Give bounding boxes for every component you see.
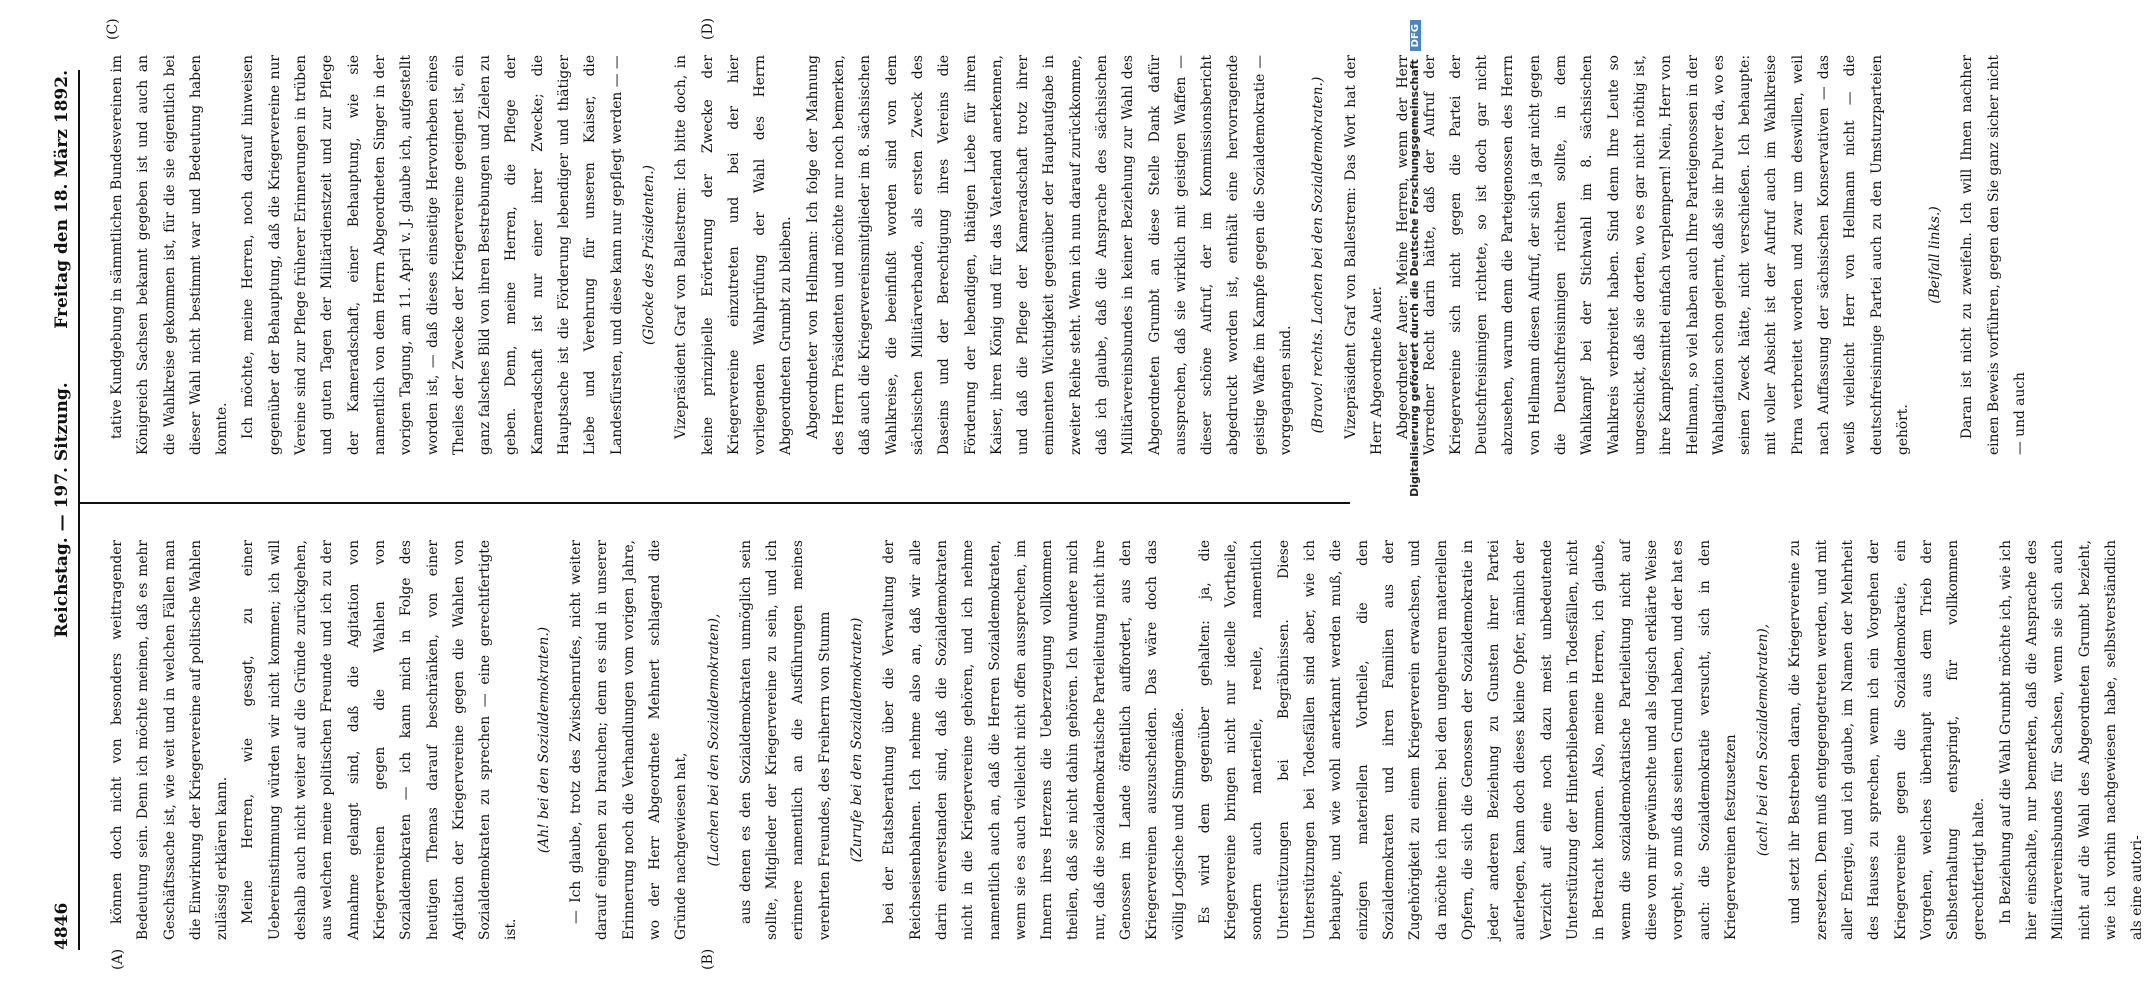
interjection: (Bravo! rechts. Lachen bei den Sozialdemokraten.) xyxy=(1310,76,1327,434)
interjection: (Glocke des Präsidenten.) xyxy=(640,164,657,346)
margin-mark-c: (C) xyxy=(105,18,121,40)
page-header xyxy=(48,70,80,950)
paragraph: — Ich glaube, trotz des Zwischenrufes, nicht weiter darauf eingehen zu brauchen; denn es sind in unserer Erinnerung noch die Verhandlungen vom vorigen Jahre, wo der Herr Abgeordnete Mehnert schlagend die Gründe nachgewiesen hat, xyxy=(568,540,690,940)
paragraph: Es wird dem gegenüber gehalten: ja, die Kriegervereine bringen nicht nur ideelle Vortheile, sondern auch materielle, reelle, namentlich Unterstützungen bei Begräbnissen. Diese Unterstützungen bei Todesfällen sind aber, wie ich behaupte, und wie wohl anerkannt werden muß, die einzigen materiellen Vortheile, die den Sozialdemokraten und ihren Familien aus der Zugehörigkeit zu einem Kriegerverein erwachsen, und da möchte ich meinen: bei den ungeheuren materiellen Opfern, die sich die Genossen der Sozialdemokratie in jeder anderen Beziehung zu Gunsten ihrer Partei auferlegen, kann doch dieses kleine Opfer, nämlich der Verzicht auf eine noch dazu meist unbedeutende Unterstützung der Hinterbliebenen in Todesfällen, nicht in Betracht kommen. Also, meine Herren, ich glaube, wenn die sozialdemokratische Parteileitung nicht auf diese von mir gewünschte und als logisch erklärte Weise vorgeht, so muß das seinen Grund haben, und der hat es auch: die Sozialdemokratie versucht, sich in den Kriegervereinen festzusetzen xyxy=(1196,540,1739,940)
paragraph: Vizepräsident Graf von Ballestrem: Das Wort hat der Herr Abgeordnete Auer. xyxy=(1342,55,1385,455)
paragraph: Meine Herren, wie gesagt, zu einer Uebereinstimmung würden wir nicht kommen; ich will deshalb auch nicht weiter auf die Gründe zurückgehen, aus welchen meine politischen Freunde und ich zu der Annahme gelangt sind, daß die Agitation von Kriegervereinen gegen die Wahlen von Sozialdemokraten — ich kann mich in Folge des heutigen Themas darauf beschränken, von einer Agitation der Kriegervereine gegen die Wahlen von Sozialdemokraten zu sprechen — eine gerechtfertigte ist. xyxy=(240,540,520,940)
paragraph: In Beziehung auf die Wahl Grumbt möchte ich, wie ich hier einschalte, nur bemerken, daß die Ansprache des Militärvereinsbundes für Sachsen, wenn sie sich auch nicht auf die Wahl des Abgeordneten Grumbt bezieht, wie ich vorhin nachgewiesen habe, selbstverständlich als eine autori- xyxy=(1997,540,2146,940)
interjection: (Ah! bei den Sozialdemokraten.) xyxy=(535,626,552,854)
margin-mark-a: (A) xyxy=(110,948,126,970)
interjection: (Beifall links.) xyxy=(1927,206,1944,304)
digitization-credit xyxy=(1408,20,1421,980)
margin-mark-d: (D) xyxy=(700,17,716,40)
paragraph: Vizepräsident Graf von Ballestrem: Ich bitte doch, in keine prinzipielle Erörterung der Zwecke der Kriegervereine einzutreten und bei der hier vorliegenden Wahlprüfung der Wahl des Herrn Abgeordneten Grumbt zu bleiben. xyxy=(673,55,795,455)
paragraph: Daran ist nicht zu zweifeln. Ich will Ihnen nachher einen Beweis vorführen, gegen den Sie ganz sicher nicht — und auch xyxy=(1959,55,2029,455)
paragraph: Abgeordneter von Hellmann: Ich folge der Mahnung des Herrn Präsidenten und möchte nur noch bemerken, daß auch die Kriegervereinsmitglieder im 8. sächsischen Wahlkreise, die beeinflußt worden sind von dem sächsischen Militärverbande, als ersten Zweck des Daseins und der Berechtigung ihres Vereins die Förderung der lebendigen, thätigen Liebe für ihren Kaiser, ihren König und für das Vaterland anerkennen, und daß die Pflege der Kameradschaft trotz ihrer eminenten Wichtigkeit gegenüber der Hauptaufgabe in zweiter Reihe steht. Wenn ich nun darauf zurückkomme, daß ich glaube, daß die Ansprache des sächsischen Militärvereinsbundes in keiner Beziehung zur Wahl des Abgeordneten Grumbt an diese Stelle Dank dafür aussprechen, daß sie wirklich mit geistigen Waffen — dieser schöne Aufruf, der im Kommissionsbericht abgedruckt worden ist, enthält eine hervorragende geistige Waffe im Kampfe gegen die Sozialdemokratie — vorgegangen sind. xyxy=(804,55,1295,455)
paragraph: können doch nicht von besonders weittragender Bedeutung sein. Denn ich möchte meinen, daß es mehr Geschäftssache ist, wie weit und in welchen Fällen man die Einwirkung der Kriegervereine auf politische Wahlen zulässig erklären kann. xyxy=(109,540,231,940)
paragraph: Ich möchte, meine Herren, noch darauf hinweisen gegenüber der Behauptung, daß die Kriegervereine nur Vereine sind zur Pflege früherer Erinnerungen in trüben und guten Tagen der Militärdienstzeit und zur Pflege der Kameradschaft, einer Behauptung, wie sie namentlich von dem Herrn Abgeordneten Singer in der vorigen Tagung, am 11. April v. J. glaube ich, aufgestellt worden ist, — daß dieses einseitige Hervorheben eines Theiles der Zwecke der Kriegervereine geeignet ist, ein ganz falsches Bild von ihren Bestrebungen und Zielen zu geben. Denn, meine Herren, die Pflege der Kameradschaft ist nur einer ihrer Zwecke; die Hauptsache ist die Förderung lebendiger und thätiger Liebe und Verehrung für unseren Kaiser, die Landesfürsten, und diese kann nur gepflegt werden — — xyxy=(240,55,625,455)
session-date: Freitag den 18. März 1892. xyxy=(52,70,72,329)
interjection: (Lachen bei den Sozialdemokraten), xyxy=(705,613,722,867)
interjection: (ach! bei den Sozialdemokraten), xyxy=(1755,623,1772,857)
paragraph: Abgeordneter Auer: Meine Herren, wenn der Herr Vorredner Recht darin hätte, daß der Aufruf der Kriegervereine sich nicht gegen die Partei der Deutschfreisinnigen richtete, so ist doch gar nicht abzusehen, warum denn die Parteigenossen des Herrn von Hellmann diesen Aufruf, der sich ja gar nicht gegen die Deutschfreisinnigen richten sollte, in dem Wahlkampf bei der Stichwahl im 8. sächsischen Wahlkreis verbreitet haben. Sind denn Ihre Leute so ungeschickt, daß sie dorten, wo es gar nicht nöthig ist, ihre Kampfesmittel einfach verplempern! Nein, Herr von Hellmann, so viel haben auch Ihre Parteigenossen in der Wahlagitation schon gelernt, daß sie ihr Pulver da, wo es seinen Zweck hätte, nicht verschießen. Ich behaupte: mit voller Absicht ist der Aufruf auch im Wahlkreise Pirna verbreitet worden und zwar um deswillen, weil nach Auffassung der sächsischen Konservativen — das weiß vielleicht Herr von Hellmann nicht — die deutschfreisinnige Partei auch zu den Umsturzparteien gehört. xyxy=(1395,54,1911,455)
left-text-column xyxy=(104,540,2146,940)
paragraph: bei der Etatsberathung über die Verwaltung der Reichseisenbahnen. Ich nehme also an, daß wir alle darin einverstanden sind, daß die Sozialdemokraten nicht in die Kriegervereine gehören, und ich nehme namentlich auch an, daß die Herren Sozialdemokraten, wenn sie es auch vielleicht nicht offen aussprechen, im Innern ihres Herzens die Ueberzeugung vollkommen theilen, daß sie nicht dahin gehören. Ich wundere mich nur, daß die sozialdemokratische Parteileitung nicht ihre Genossen im Lande öffentlich auffordert, aus den Kriegervereinen auszuscheiden. Das wäre doch das völlig Logische und Sinngemäße. xyxy=(881,540,1187,940)
paragraph: und setzt ihr Bestreben daran, die Kriegervereine zu zersetzen. Dem muß entgegengetreten werden, und mit aller Energie, und ich glaube, im Namen der Mehrheit des Hauses zu sprechen, wenn ich ein Vorgehen der Kriegervereine gegen die Sozialdemokratie, ein Vorgehen, welches überhaupt aus dem Trieb der Selbsterhaltung entspringt, für vollkommen gerechtfertigt halte. xyxy=(1787,540,1988,940)
dfg-logo: DFG xyxy=(1410,20,1421,51)
column-divider xyxy=(80,502,1350,504)
session-title: Reichstag. — 197. Sitzung. xyxy=(52,382,72,638)
margin-mark-b: (B) xyxy=(700,948,716,970)
paragraph: aus denen es den Sozialdemokraten unmöglich sein sollte, Mitglieder der Kriegervereine zu sein, und ich erinnere namentlich an die Ausführungen meines verehrten Freundes, des Freiherrn von Stumm xyxy=(737,540,833,940)
paragraph: tative Kundgebung in sämmtlichen Bundesvereinen im Königreich Sachsen bekannt gegeben ist und auch an die Wahlkreise gekommen ist, für die sie eigentlich bei dieser Wahl nicht bestimmt war und Bedeutung haben konnte. xyxy=(109,54,231,455)
credit-text: Digitalisierung gefördert durch die Deutsche Forschungsgemeinschaft xyxy=(1408,59,1421,497)
interjection: (Zurufe bei den Sozialdemokraten) xyxy=(849,617,866,863)
page-number: 4846 xyxy=(52,902,72,950)
